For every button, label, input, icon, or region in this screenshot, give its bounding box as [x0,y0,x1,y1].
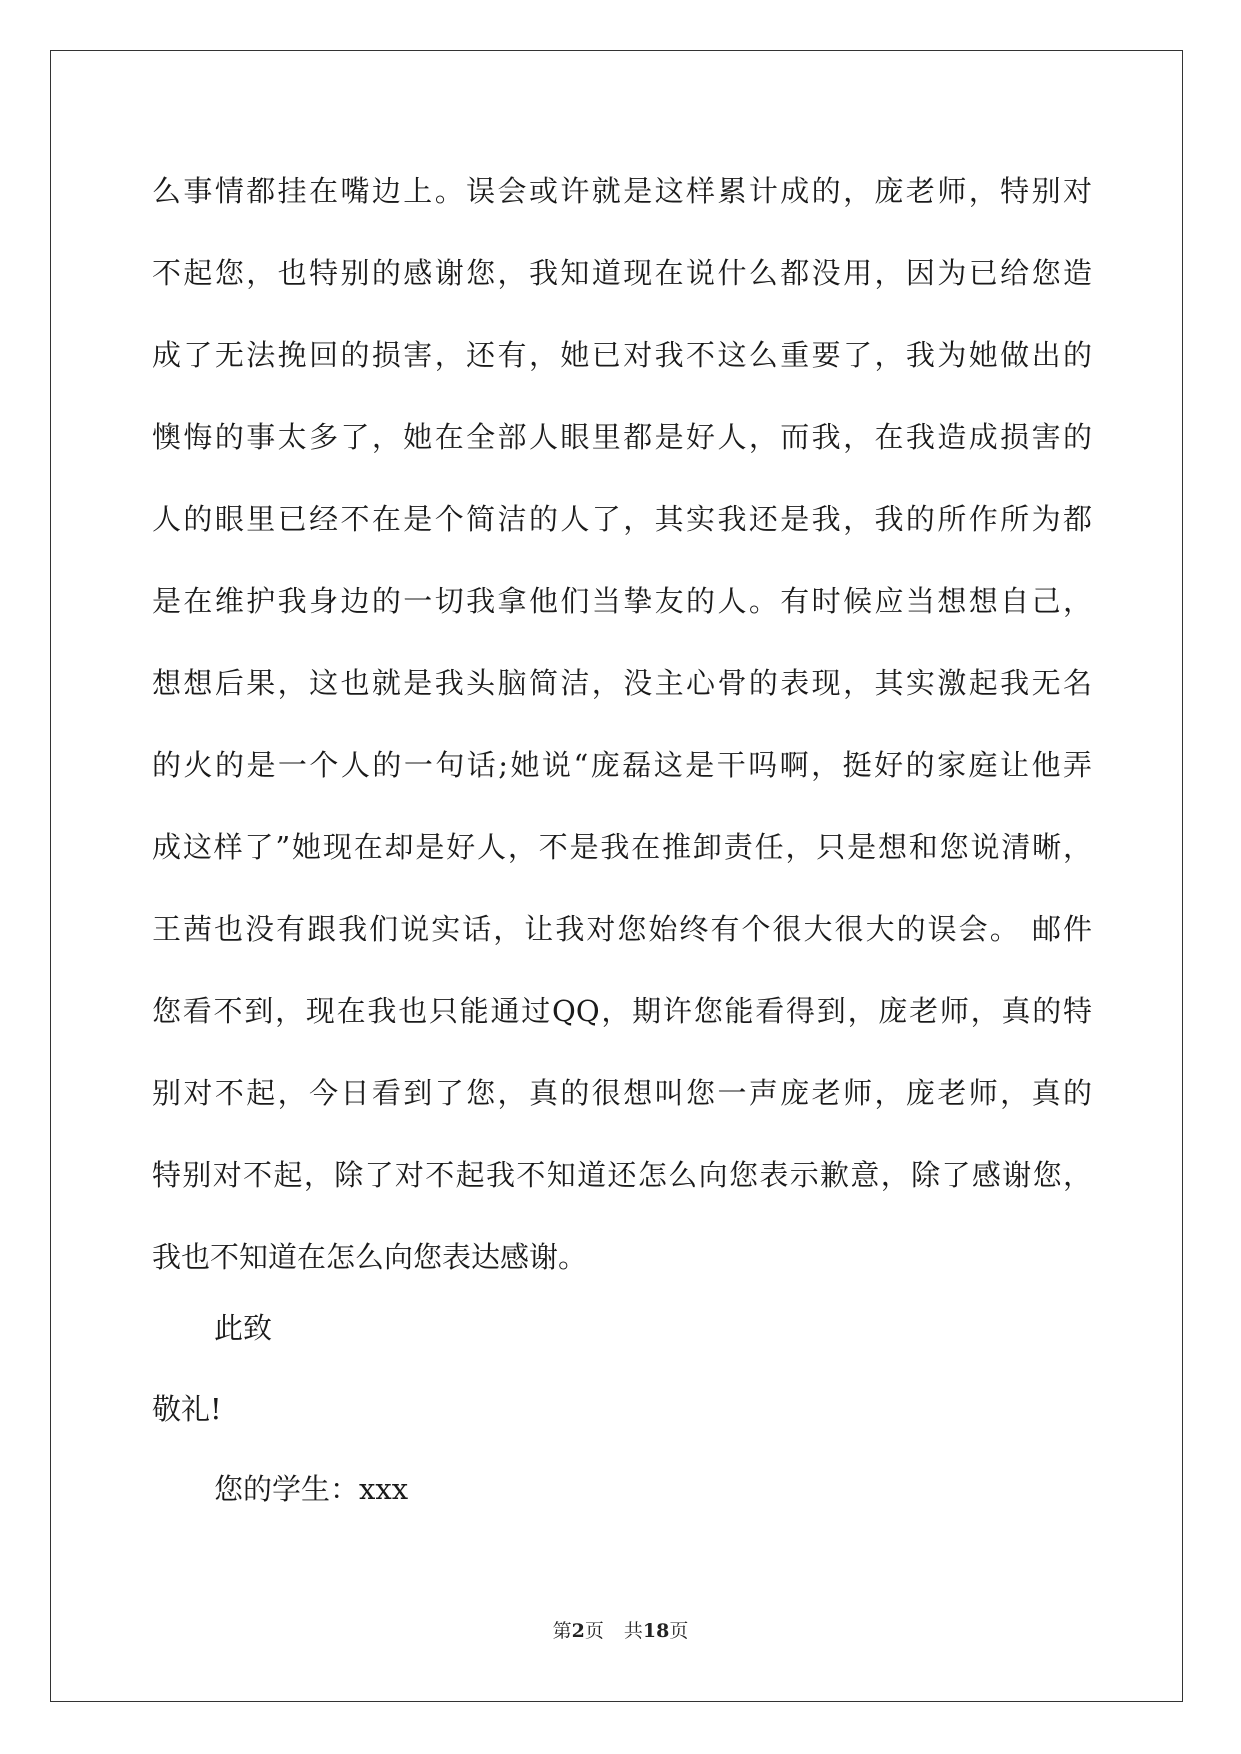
letter-body [152,160,1092,1308]
letter-line-13: 特别对不起，除了对不起我不知道还怎么向您表示歉意，除了感谢您， [152,1158,1092,1192]
letter-line-12: 别对不起，今日看到了您，真的很想叫您一声庞老师，庞老师，真的 [152,1076,1092,1110]
closing-salutation: 此致 [214,1311,273,1345]
page-footer [0,1618,1241,1644]
page-suffix: 页 [584,1620,604,1642]
signature: 您的学生：xxx [214,1472,409,1506]
letter-line-8: 的火的是一个人的一句话;她说“庞磊这是干吗啊，挺好的家庭让他弄 [152,748,1092,782]
closing-regards: 敬礼! [152,1392,222,1426]
letter-line-1: 么事情都挂在嘴边上。误会或许就是这样累计成的，庞老师，特别对 [152,174,1092,208]
letter-line-11: 您看不到，现在我也只能通过QQ，期许您能看得到，庞老师，真的特 [152,994,1092,1028]
letter-line-2: 不起您，也特别的感谢您，我知道现在说什么都没用，因为已给您造 [152,256,1092,290]
letter-line-3: 成了无法挽回的损害，还有，她已对我不这么重要了，我为她做出的 [152,338,1092,372]
letter-line-7: 想想后果，这也就是我头脑简洁，没主心骨的表现，其实激起我无名 [152,666,1092,700]
total-prefix: 共 [623,1620,643,1642]
page-prefix: 第 [552,1620,572,1642]
total-suffix: 页 [669,1620,689,1642]
letter-line-6: 是在维护我身边的一切我拿他们当挚友的人。有时候应当想想自己， [152,584,1092,618]
letter-line-5: 人的眼里已经不在是个简洁的人了，其实我还是我，我的所作所为都 [152,502,1092,536]
letter-line-10: 王茜也没有跟我们说实话，让我对您始终有个很大很大的误会。 邮件 [152,912,1092,946]
letter-line-4: 懊悔的事太多了，她在全部人眼里都是好人，而我，在我造成损害的 [152,420,1092,454]
letter-line-9: 成这样了”她现在却是好人，不是我在推卸责任，只是想和您说清晰， [152,830,1092,864]
letter-line-14: 我也不知道在怎么向您表达感谢。 [152,1240,588,1274]
total-pages: 18 [642,1620,670,1642]
page-number: 2 [571,1620,585,1642]
